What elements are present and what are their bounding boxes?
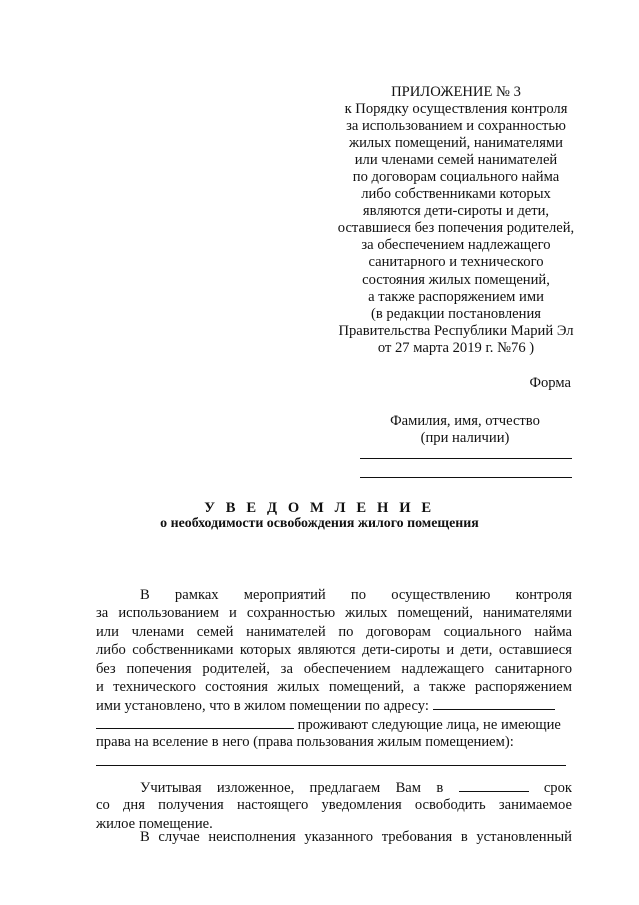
persons-blank [96, 752, 566, 766]
recipient-name-note: (при наличии) [420, 430, 510, 447]
paragraph-1 [96, 586, 572, 770]
annex-header [316, 84, 596, 357]
text-line [96, 715, 572, 733]
annex-line: (в редакции постановления [371, 305, 541, 322]
recipient-blank-line [360, 458, 572, 459]
annex-line: от 27 марта 2019 г. №76 ) [377, 339, 535, 356]
address-blank [96, 715, 294, 729]
text-fragment: проживают следующие лица, не имеющие [297, 716, 561, 733]
annex-line: Правительства Республики Марий Эл [338, 322, 574, 339]
text-line [96, 752, 572, 770]
annex-line: ПРИЛОЖЕНИЕ № 3 [391, 84, 521, 100]
annex-line: за использованием и сохранностью [346, 118, 566, 135]
text-line: или членами семей нанимателей по договорам социального найма [96, 623, 572, 640]
annex-line: за обеспечением надлежащего [361, 237, 551, 254]
text-line: права на вселение в него (права пользования жилым помещением): [96, 734, 514, 751]
recipient-blank-line [360, 477, 572, 478]
text-line: В рамках мероприятий по осуществлению контроля [140, 587, 572, 603]
text-fragment: ими установлено, что в жилом помещении по адресу: [96, 698, 429, 715]
recipient-block [358, 413, 572, 448]
annex-line: являются дети-сироты и дети, [362, 203, 550, 220]
annex-line: к Порядку осуществления контроля [344, 101, 568, 118]
paragraph-3 [96, 828, 572, 846]
paragraph-2 [96, 778, 572, 833]
annex-line: оставшиеся без попечения родителей, [337, 220, 575, 237]
annex-line: по договорам социального найма [352, 169, 560, 186]
form-label: Форма [529, 375, 571, 391]
address-blank [433, 696, 555, 710]
document-title: У В Е Д О М Л Е Н И Е [204, 500, 435, 516]
annex-line: или членами семей нанимателей [354, 152, 558, 169]
document-subtitle: о необходимости освобождения жилого помещения [160, 516, 479, 531]
annex-line: а также распоряжением ими [368, 288, 544, 305]
annex-line: жилых помещений, нанимателями [349, 135, 563, 152]
annex-line: состояния жилых помещений, [362, 271, 550, 288]
text-line [96, 778, 572, 796]
text-line: жилое помещение. [96, 815, 213, 832]
term-blank [459, 778, 529, 792]
annex-line: санитарного и технического [368, 254, 544, 271]
text-line [96, 696, 572, 714]
text-line: за использованием и сохранностью жилых помещений, нанимателями [96, 605, 572, 622]
annex-line: либо собственниками которых [361, 186, 551, 203]
text-line: В случае неисполнения указанного требования в установленный [140, 829, 572, 845]
text-line: либо собственниками которых являются дети-сироты и дети, оставшиеся [96, 642, 572, 659]
text-fragment: срок [543, 780, 572, 796]
text-line: без попечения родителей, за обеспечением надлежащего санитарного [96, 660, 572, 677]
text-fragment: Учитывая изложенное, предлагаем Вам в [140, 780, 444, 796]
text-line: и технического состояния жилых помещений, а также распоряжением [96, 678, 572, 695]
recipient-name-caption: Фамилия, имя, отчество [390, 413, 540, 429]
text-line: со дня получения настоящего уведомления освободить занимаемое [96, 797, 572, 814]
